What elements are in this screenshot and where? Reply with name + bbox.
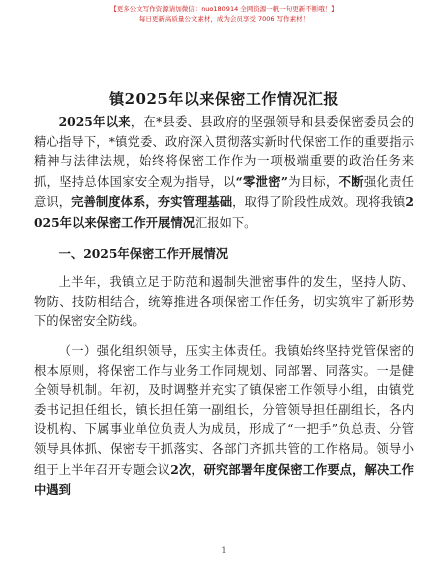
document-body: [34, 112, 414, 501]
intro-text-5: 汇报如下。: [194, 215, 257, 230]
paragraph-organization: [34, 342, 414, 501]
org-count: 2次: [170, 461, 192, 477]
intro-text-3: 强化责任意识，: [34, 174, 414, 210]
intro-text-1: ，在*县委、县政府的坚强领导和县委保密委员会的精心指导下，*镇党委、政府深入贯彻落实新时代保密工作的重要指示精神与法律法规，始终将保密工作作为一项极端重要的政治任务来抓，坚持总体国家安全观为指导，以: [34, 115, 414, 189]
page-number: 1: [221, 546, 227, 555]
intro-goal: “零泄密”: [235, 173, 288, 189]
intro-text-4: ，取得了阶段性成效。现将我镇: [232, 195, 406, 210]
intro-keyword-3: 2025年以来保密工作开展情况: [34, 194, 414, 230]
promo-banner: [0, 4, 448, 24]
intro-year: 2025年以来: [58, 114, 131, 129]
intro-keyword-1: 不断: [338, 173, 364, 189]
paragraph-overview: 上半年，我镇立足于防范和遏制失泄密事件的发生，坚持人防、物防、技防相结合，统筹推进各项保密工作任务，切实筑牢了新形势下的保密安全防线。: [34, 275, 414, 329]
document-title: 镇2025年以来保密工作情况汇报: [109, 90, 339, 108]
banner-line-1: 【更多公文写作资源请加微信：nuo180914 全网资源一帆一句更新不断哦！】: [110, 5, 338, 13]
org-text-bold: 研究部署年度保密工作要点，解决工作中遇到: [34, 461, 414, 498]
org-text-2: ，: [191, 462, 204, 477]
org-text-1: （一）强化组织领导，压实主体责任。我镇始终坚持党管保密的根本原则，将保密工作与业务工作同规划、同部署、同落实。一是健全领导机制。年初，及时调整并充实了镇保密工作领导小组，由镇党委书记担任组长，镇长担任第一副组长，分管领导担任副组长，各内设机构、下属事业单位负责人为成员，形成了“一把手”负总责、分管领导具体抓、保密专干抓落实、各部门齐抓共管的工作格局。领导小组于上半年召开专题会议: [34, 343, 414, 477]
section-heading-1: 一、2025年保密工作开展情况: [58, 245, 229, 261]
intro-text-2: 为目标，: [287, 174, 339, 189]
paragraph-intro: [34, 112, 414, 234]
intro-keyword-2: 完善制度体系，夯实管理基础: [71, 194, 233, 210]
banner-line-2: 每日更新高质量公文素材，成为会员享受 7006 写作素材！: [138, 15, 310, 23]
